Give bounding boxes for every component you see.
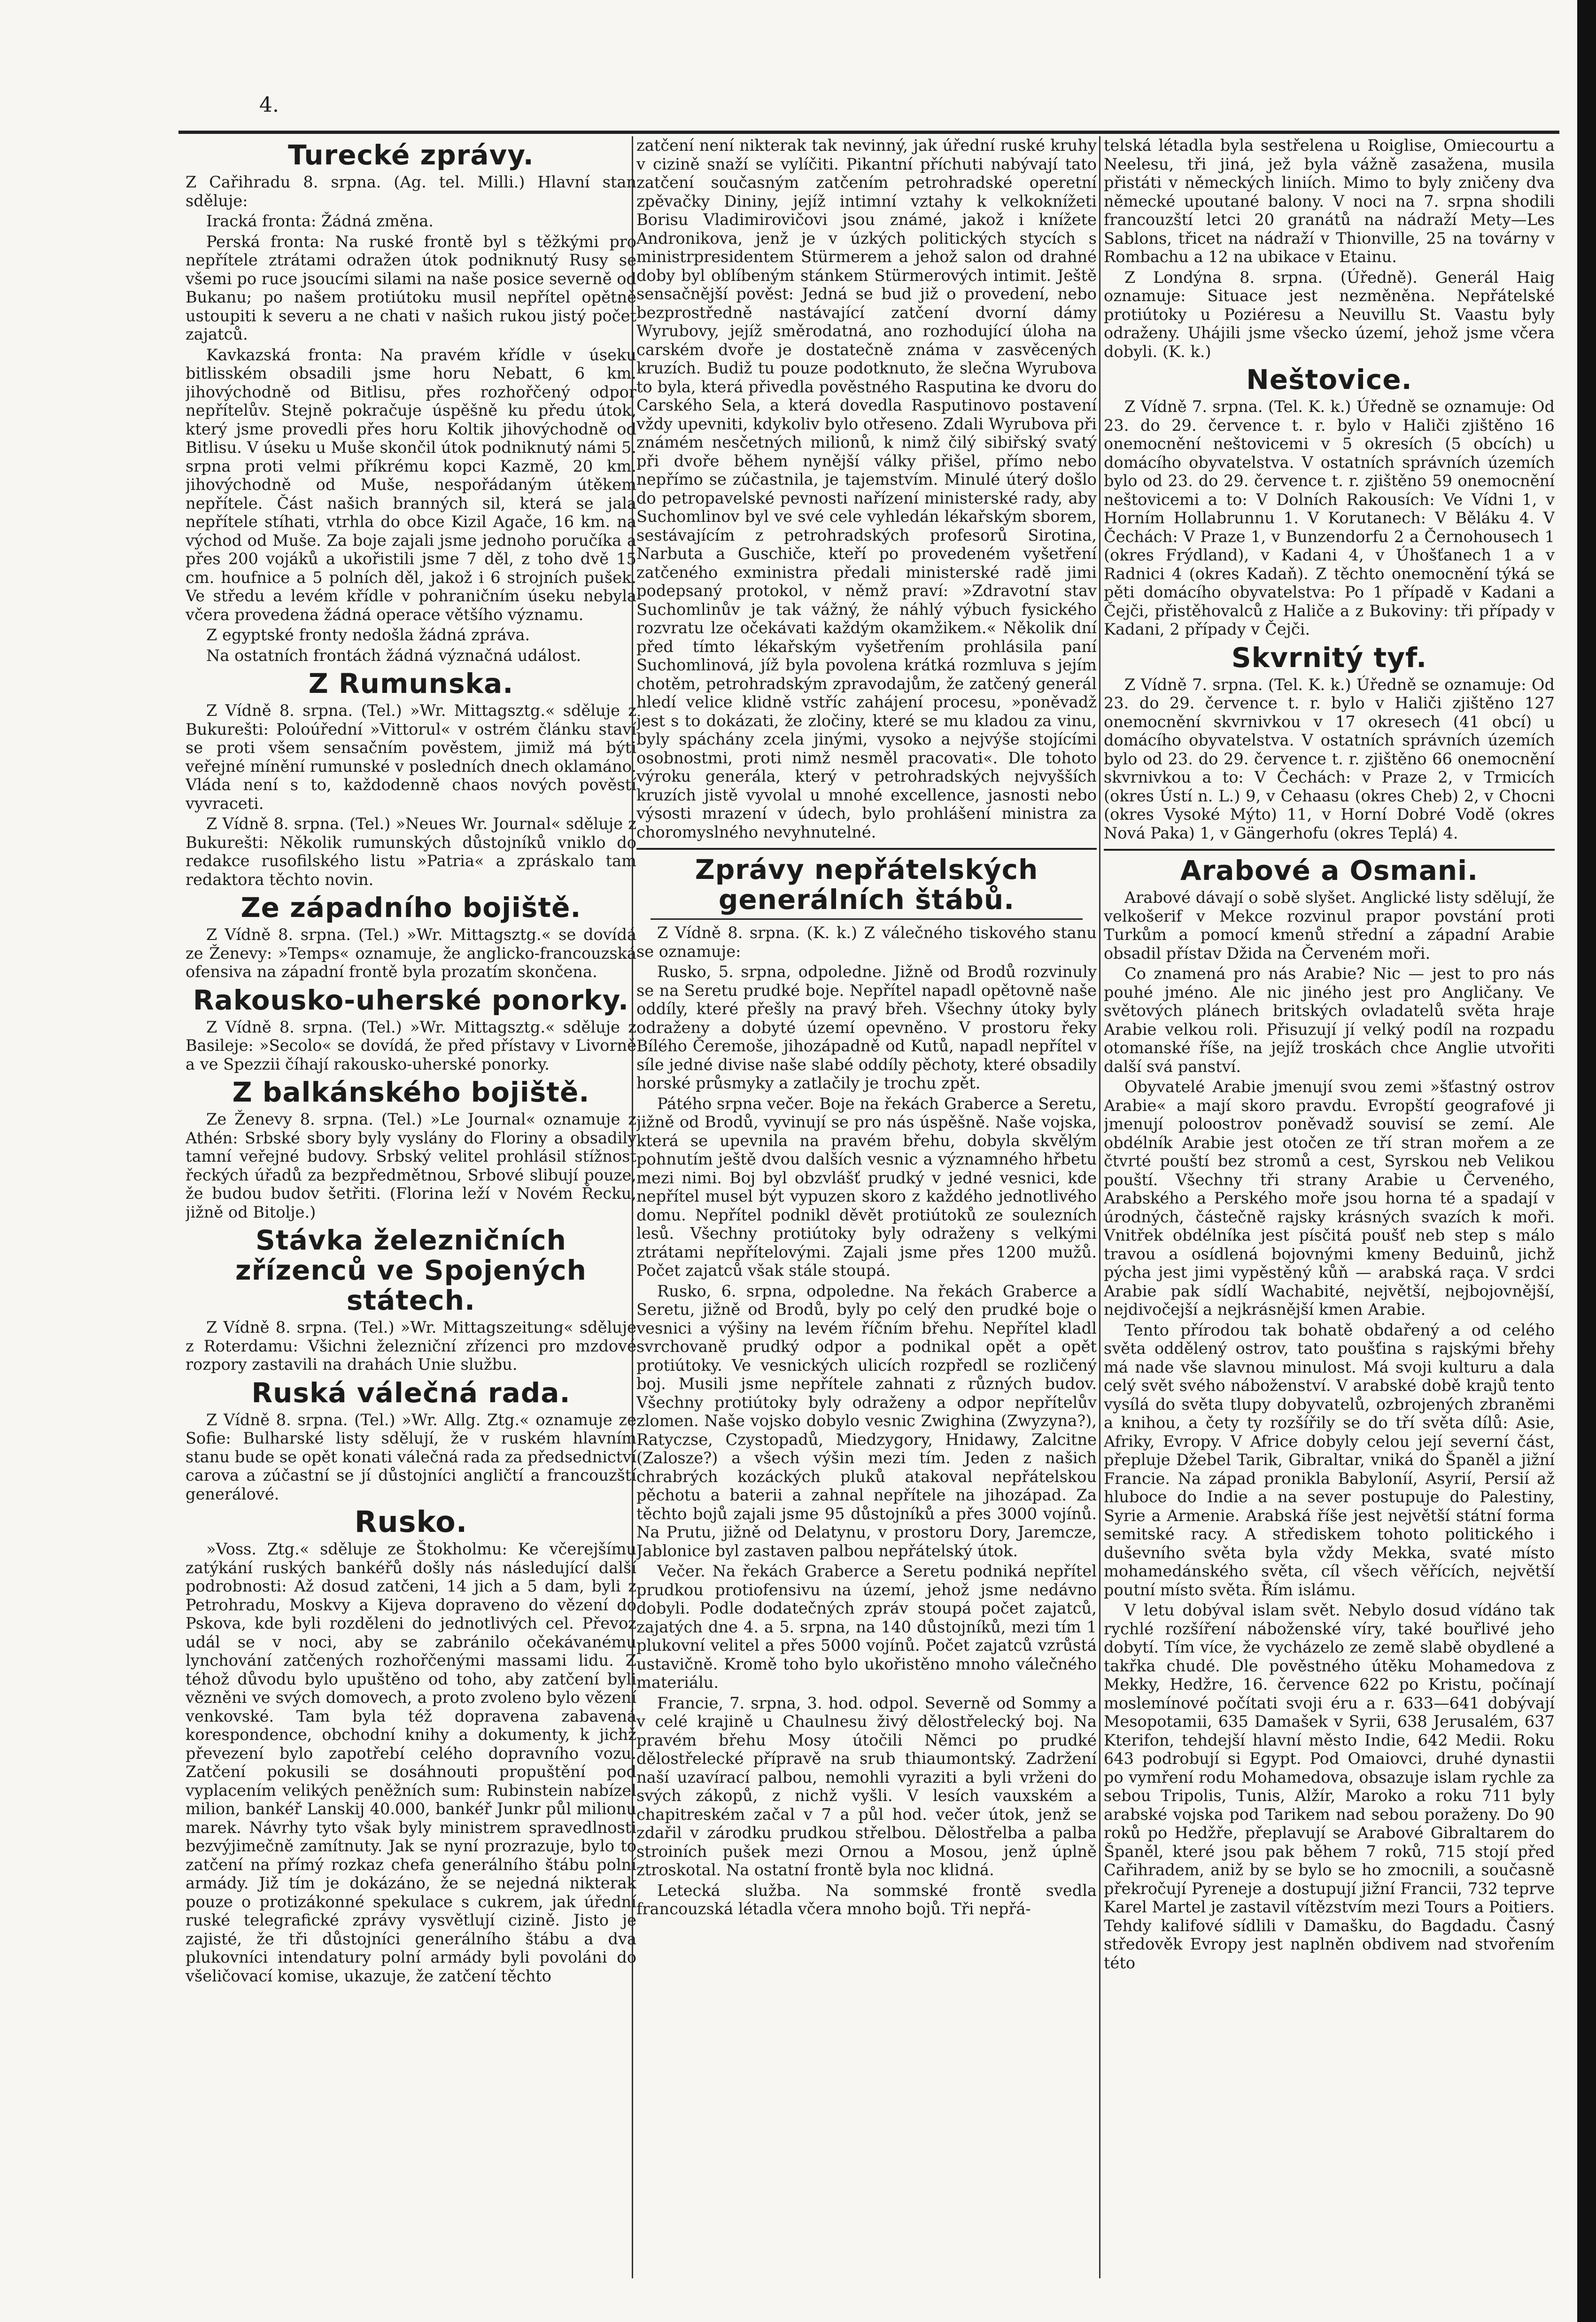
article-paragraph: »Voss. Ztg.« sděluje ze Štokholmu: Ke včerejšímu zatýkání ruských bankéřů došly nás následující další podrobnosti: Až dosud zatčeni, 14 jich a 5 dam, byli z Petrohradu, Moskvy a Kijeva dopraveno do vězení do Pskova, kde byli rozděleni do jednotlivých cel. Převoz udál se v noci, aby se zabránilo očekávanému lynchování zatčených rozhořčenými massami lidu. Z téhož důvodu bylo upuštěno od toho, aby zatčení byli vězněni ve svých domovech, a proto zvoleno bylo vězení venkovské. Tam byla též dopravena zabavená korespondence, obchodní knihy a dokumenty, k jichž převezení bylo zapotřebí celého dopravního vozu. Zatčení pokusili se dosáhnouti propuštění pod vyplacením velikých peněžních sum: Rubinstein nabízel milion, bankéř Lanskij 40.000, bankéř Junkr půl milionu marek. Návrhy tyto však byly ministrem spravedlnosti bezvýjimečně zamítnuty. Jak se nyní prozrazuje, bylo to zatčení na přímý rozkaz chefa generálního štábu polní armády. Již tím je dokázáno, že se nejedná nikterak pouze o protizákonné spekulace s cukrem, jak úřední ruské telegrafické zprávy vysvětlují cizině. Jisto je zajisté, že tři důstojníci generálního štábu a dva plukovníci intendatury polní armády byli povoláni do všeličovací komise, ukazuje, že zatčení těchto — [186, 1540, 636, 1985]
scan-edge — [1577, 0, 1596, 2322]
column-rule-2 — [1099, 136, 1100, 2278]
article-paragraph: Iracká fronta: Žádná změna. — [206, 212, 434, 230]
article-paragraph: Z Vídně 7. srpna. (Tel. K. k.) Úředně se oznamuje: Od 23. do 29. července t. r. bylo v Haliči zjištěno 16 onemocnění neštovicemi v 5 okresích (5 obcích) u domácího obyvatelstva. V ostatních správních územích bylo od 23. do 29. července t. r. zjištěno 59 onemocnění neštovicemi a to: V Dolních Rakousích: Ve Vídni 1, v Horním Hollabrunnu 1. V Korutanech: V Běláku 4. V Čechách: V Praze 1, v Bunzendorfu 2 a Černohousech 1 (okres Frýdland), v Kadani 4, v Úhošťanech 1 a v Radnici 4 (okres Kadaň). Z těchto onemocnění týká se pěti domácího obyvatelstva: Po 1 případě v Kadani a Čejči, přistěhovalců z Haliče a z Bukoviny: tři případy v Kadani, 2 případy v Čejči. — [1104, 397, 1555, 638]
article-paragraph: Z Vídně 8. srpna. (K. k.) Z válečného tiskového stanu se oznamuje: — [636, 924, 1097, 961]
headline-rusko: Rusko. — [354, 1505, 468, 1539]
article-paragraph: Rusko, 6. srpna, odpoledne. Na řekách Graberce a Seretu, jižně od Brodů, byly po celý den prudké boje o vesnici a výšiny na levém říčním břehu. Nepřítel kladl svrchovaně prudký odpor a podnikal opět a opět protiútoky. Ve vesnických ulicích rozpředl se rozličený boj. Musili jsme nepřítele zahnati z různých budov. Všechny protiútoky byly odraženy a odpor nepřítelův zlomen. Naše vojsko dobylo vesnic Zwighina (Zwyzyna?), Ratyczse, Czystopadů, Miedzygory, Hnidawy, Zalcitne (Zalosze?) a všech výšin mezi tím. Jeden z našich chrabrých kozáckých pluků atakoval nepřátelskou pěchotu a baterii a zahnal nepřítele na jihozápad. Za těchto bojů zajali jsme 95 důstojníků a přes 3000 vojínů. Na Prutu, jižně od Delatynu, v prostoru Dory, Jaremcze, Jablonice byl zastaven palbou nepřátelský útok. — [636, 1281, 1097, 1560]
article-paragraph: Rusko, 5. srpna, odpoledne. Jižně od Brodů rozvinuly se na Seretu prudké boje. Nepřítel napadl opětovně naše oddíly, které přešly na pravý břeh. Všechny útoky byly odraženy a dobyté území opevněno. V prostoru řeky Bílého Čeremoše, jihozápadně od Kutů, napadl nepřítel v síle jedné divise naše slabé oddíly pěchoty, které obsadily horské průsmyky a zatlačily je trochu zpět. — [636, 963, 1097, 1092]
article-paragraph: Z Londýna 8. srpna. (Úředně). Generál Haig oznamuje: Situace jest nezměněna. Nepřátelské protiútoky u Poziéresu a Neuvillu St. Vaastu byly odraženy. Uhájili jsme všecko území, jehož jsme včera dobyli. (K. k.) — [1104, 268, 1555, 361]
article-paragraph: Z Vídně 7. srpna. (Tel. K. k.) Úředně se oznamuje: Od 23. do 29. července t. r. bylo v Haliči zjištěno 127 onemocnění skvrnivkou v 17 okresech (41 obcí) u domácího obyvatelstva. V ostatních správních územích bylo od 23. do 29. července t. r. zjištěno 66 onemocnění skvrnivkou a to: V Čechách: v Praze 2, v Trmicích (okres Ústí n. L.) 9, v Cehaasu (okres Cheb) 2, v Chocni (okres Vysoké Mýto) 11, v Horní Dobré Vodě (okres Nová Paka) 1, v Gängerhofu (okres Teplá) 4. — [1104, 675, 1555, 842]
article-paragraph: Z Vídně 8. srpna. (Tel.) »Wr. Mittagsztg.« sděluje z Bukurešti: Poloúřední »Vittorul« v ostrém článku staví se proti všem sensačním pověstem, jimiž má býti veřejné mínění rumunské v posledních dnech oklamáno. Vláda není s to, každodenně chaos nových pověstí vyvraceti. — [186, 701, 636, 813]
article-paragraph: Z Cařihradu 8. srpna. (Ag. tel. Milli.) Hlavní stan sděluje: — [186, 173, 636, 210]
article-paragraph: telská létadla byla sestřelena u Roiglise, Omiecourtu a Neelesu, tři jiná, jež byla vážně zasažena, musila přistáti v německých liniích. Mimo to byly zničeny dva německé upoutané balony. V noci na 7. srpna shodili francouzští letci 20 granátů na nádraží Mety—Les Sablons, třicet na nádraží v Thionville, 25 na továrny v Rombachu a 12 na ubikace v Etainu. — [1104, 136, 1555, 266]
article-paragraph: Na ostatních frontách žádná význačná událost. — [206, 646, 581, 665]
headline-arabove-a-osmani: Arabové a Osmani. — [1180, 854, 1479, 886]
headline-ruska-valecna-rada: Ruská válečná rada. — [251, 1376, 571, 1409]
article-paragraph: Z Vídně 8. srpna. (Tel.) »Wr. Mittagsztg.« se dovídá ze Ženevy: »Temps« oznamuje, že anglicko-francouzská ofensiva na západní frontě byla prozatím skončena. — [186, 925, 636, 981]
headline-balkanske-bojiste: Z balkánského bojiště. — [232, 1076, 590, 1108]
section-divider — [636, 848, 1097, 850]
article-paragraph: Z Vídně 8. srpna. (Tel.) »Neues Wr. Journal« sděluje z Bukurešti: Několik rumunských důstojníků vniklo do redakce rusofilského listu »Patria« a zpráskalo tam redaktora těchto novin. — [186, 815, 636, 889]
article-paragraph: Z Vídně 8. srpna. (Tel.) »Wr. Mittagsztg.« sděluje z Basileje: »Secolo« se dovídá, že před přístavy v Livorně a ve Spezzii číhají rakousko-uherské ponorky. — [186, 1017, 636, 1073]
headline-ze-zapadniho-bojiste: Ze západního bojiště. — [240, 892, 581, 924]
headline-ponorky: Rakousko-uherské ponorky. — [193, 984, 629, 1016]
article-paragraph: Večer. Na řekách Graberce a Seretu podniká nepřítel prudkou protiofensivu na území, jehož jsme nedávno dobyli. Podle dodatečných zpráv stoupá počet zajatců, zajatých dne 4. a 5. srpna, na 140 důstojníků, mezi tím 1 plukovní velitel a přes 5000 vojínů. Počet zajatců vzrůstá ustavičně. Kromě toho bylo ukořistěno mnoho válečného materiálu. — [636, 1562, 1097, 1692]
headline-nestovice: Neštovice. — [1246, 364, 1412, 396]
article-paragraph: Perská fronta: Na ruské frontě byl s těžkými pro nepřítele ztrátami odražen útok podniknutý Rusy se všemi po ruce jsoucími silami na naše posice severně od Bukanu; po našem protiútoku musil nepřítel opětně ustoupiti k severu a ne chati v našich rukou jistý počet zajatců. — [186, 232, 636, 343]
header-rule — [178, 131, 1559, 134]
article-paragraph: Letecká služba. Na sommské frontě svedla francouzská létadla včera mnoho bojů. Tři nepřá- — [636, 1881, 1097, 1918]
headline-zpravy-nepratelskych-stabu: Zprávy nepřátelských generálních štábů. — [695, 854, 1038, 916]
headline-divider — [651, 918, 1083, 920]
headline-stavka: Stávka železničních zřízenců ve Spojených státech. — [235, 1224, 587, 1316]
article-paragraph: Francie, 7. srpna, 3. hod. odpol. Severně od Sommy a v celé krajině u Chaulnesu živý dělostřelecký boj. Na pravém břehu Mosy útočili Němci po prudké dělostřelecké přípravě na srub thiaumontský. Zadržení naší uzavírací palbou, nemohli vyraziti a byli vrženi do svých zákopů, z nichž vyšli. V lesích vauxském a chapitreském začal v 7 a půl hod. večer útok, jenž se zdařil v zárodku prudkou střelbou. Dělostřelba a palba stroiních pušek mezi Ornou a Mosou, jenž úplně ztroskotal. Na ostatní frontě byla noc klidná. — [636, 1693, 1097, 1879]
article-paragraph: Arabové dávají o sobě slyšet. Anglické listy sdělují, že velkošerif v Mekce rozvinul prapor povstání proti Turkům a pomocí kmenů střední a západní Arabie obsadil přístav Džida na Červeném moři. — [1104, 888, 1555, 963]
article-paragraph: Pátého srpna večer. Boje na řekách Graberce a Seretu, jižně od Brodů, vyvinují se pro nás úspěšně. Naše vojska, která se upevnila na pravém břehu, dobyla skvělým pohnutím ještě dvou dalších vesnic a významného hřbetu mezi nimi. Boj byl obzvlášť prudký v jedné vesnici, kde nepřítel musel být vypuzen skoro z každého jednotlivého domu. Nepřítel podnikl děvět protiútoků ze soulezních lesů. Všechny protiútoky byly odraženy s velkými ztrátami nepřítelovými. Zajali jsme přes 1200 mužů. Počet zajatců však stále stoupá. — [636, 1094, 1097, 1280]
headline-skvrnity-tyf: Skvrnitý tyf. — [1231, 641, 1427, 674]
column-2 — [636, 136, 1097, 2278]
column-1 — [186, 136, 636, 2278]
page-number: 4. — [259, 93, 279, 117]
article-paragraph: Z Vídně 8. srpna. (Tel.) »Wr. Mittagszeitung« sděluje z Roterdamu: Všichni železniční zřízenci pro mzdové rozpory zastavili na drahách Unie službu. — [186, 1318, 636, 1374]
article-paragraph: Z egyptské fronty nedošla žádná zpráva. — [206, 626, 530, 644]
article-paragraph: Co znamená pro nás Arabie? Nic — jest to pro nás pouhé jméno. Ale nic jiného jest pro Angličany. Ve světových plánech britských ovladatelů světa hraje Arabie velkou roli. Přisuzují jí velký podíl na rozpadu otomanské říše, na jejíž troskách chce Anglie utvořiti další svá panství. — [1104, 964, 1555, 1076]
article-paragraph: Kavkazská fronta: Na pravém křídle v úseku bitlisském obsadili jsme horu Nebatt, 6 km. jihovýchodně od Bitlisu, přes rozhořčený odpor nepřítelův. Stejně pokračuje úspěšně ku předu útok, který jsme provedli přes horu Koltik jihovýchodně od Bitlisu. V úseku u Muše skončil útok podniknutý námi 5. srpna proti velmi příkrému kopci Kazmě, 20 km. jihovýchodně od Muše, nespořádaným útěkem nepřítele. Část našich branných sil, která se jala nepřítele stíhati, vtrhla do obce Kizil Agače, 16 km. na východ od Muše. Za boje zajali jsme jednoho poručíka a přes 200 vojáků a ukořistili jsme 7 děl, z toho dvě 15 cm. houfnice a 5 polních děl, jakož i 6 strojních pušek. Ve středu a levém křídle v pohraničním úseku nebyla včera provedena žádná operace většího významu. — [186, 345, 636, 624]
article-paragraph: zatčení není nikterak tak nevinný, jak úřední ruské kruhy v cizině snaží se vylíčiti. Pikantní příchuti nabývají tato zatčení současným zatčením petrohradské operetní zpěvačky Dininy, jejíž intimní vztahy k velkoknížeti Borisu Vladimirovičovi jsou známé, jakož i knížete Andronikova, jenž je v úzkých politických stycích s ministrpresidentem Stürmerem a jehož salon od drahné doby byl oblíbeným stánkem Stürmerových intimit. Ještě sensačnější pověst: Jedná se bud již o provedení, nebo bezprostředně nastávající zatčení dvorní dámy Wyrubovy, jejíž směrodatná, ano rozhodující úloha na carském dvoře je dostatečně známa v zasvěcených kruzích. Budiž tu pouze podotknuto, že slečna Wyrubova to byla, která přivedla pověstného Rasputina ke dvoru do Carského Sela, a která dovedla Rasputinovo postavení vždy upevniti, kdykoliv bylo otřeseno. Zdali Wyrubova při známém nesčetných milionů, k nimž čilý sibiřský svatý při dvoře během nynější války přišel, přímo nebo nepřímo se zúčastnila, je tajemstvím. Minulé úterý došlo do petropavelské pevnosti nařízení ministerské rady, aby Suchomlinov byl ve své cele vyhledán lékařským sborem, sestávajícím z petrohradských profesorů Sirotina, Narbuta a Guschiče, kteří po provedeném vyšetření zatčeného exministra předali ministerské radě jimi podepsaný protokol, v němž praví: »Zdravotní stav Suchomlinův je tak vážný, že náhlý výbuch fysického rozvratu lze očekávati každým okamžikem.« Několik dní před tímto lékařským vyšetřením prohlásila paní Suchomlinová, jíž byla povolena krátká rozmluva s jejím chotěm, petrohradským zpravodajům, že zatčený generál hledí velice klidně vstříc zahájení procesu, »poněvadž jest s to dokázati, že zločiny, které se mu kladou za vinu, byly spáchány zcela jinými, vysoko a nejvýše stojícími osobnostmi, proti nimž nesměl pracovati«. Dle tohoto výroku generála, který v petrohradských nejvyšších kruzích jistě vyvolal u mnohé excellence, jasnosti nebo výsosti mrazení v údech, bylo prohlášení ministra za choromyslného nevyhnutelné. — [636, 136, 1097, 841]
section-divider — [1104, 849, 1555, 851]
headline-z-rumunska: Z Rumunska. — [308, 668, 514, 699]
article-paragraph: Tento přírodou tak bohatě obdařený a od celého světa oddělený ostrov, tato poušťina s rajskými břehy má nade vše slavnou minulost. Má svoji kulturu a dala celý svět svého náboženství. V arabské době krajů tento vysílá do světa tlupy dobyvatelů, ozbrojených zbraněmi a knihou, a čety ty rozšířily se do tří světa dílů: Asie, Afriky, Evropy. V Africe dobyly celou její severní část, přepluje Džebel Tarik, Gibraltar, vniká do Španěl a jižní Francie. Na západ pronikla Babyloníí, Asyrií, Persií až hluboce do Indie a na sever postupuje do Palestiny, Syrie a Armenie. Arabská říše jest největší státní forma semitské racy. A střediskem tohoto politického i duševního světa byla vždy Mekka, svaté místo mohamedánského světa, cíl všech věřících, největší poutní místo světa. Řím islámu. — [1104, 1320, 1555, 1599]
column-3 — [1104, 136, 1555, 2278]
article-paragraph: Z Vídně 8. srpna. (Tel.) »Wr. Allg. Ztg.« oznamuje ze Sofie: Bulharské listy sdělují, že v ruském hlavním stanu bude se opět konati válečná rada za předsednictví carova a zúčastní se jí důstojníci angličtí a francouzští generálové. — [186, 1410, 636, 1503]
headline-turecke-zpravy: Turecké zprávy. — [288, 139, 534, 171]
article-paragraph: Obyvatelé Arabie jmenují svou zemi »šťastný ostrov Arabie« a mají skoro pravdu. Evropští geografové ji jmenují poloostrov poněvadž souvisí se zemí. Ale obdélník Arabie jest otočen ze tří stran mořem a ze čtvrté pouští bez stromů a cest, Syrskou neb Velikou pouští. Všechny tři strany Arabie u Červeného, Arabského a Perského moře jsou horna té a spadají v úrodných, částečně rajsky krásných svazích k moři. Vnitřek obdélníka jest písčitá poušť neb step s málo travou a osídlená bojovnými kmeny Beduinů, jichž pýcha jest jimi vypěstěný kůň — arabská raça. V srdci Arabie pak sídlí Wachabité, největší, nejbojovnější, nejdivočejší a nejkrásnější kmen Arabie. — [1104, 1078, 1555, 1319]
article-paragraph: Ze Ženevy 8. srpna. (Tel.) »Le Journal« oznamuje z Athén: Srbské sbory byly vyslány do Floriny a obsadily tamní veřejné budovy. Srbský velitel prohlásil stížnost řeckých úřadů za bezpředmětnou, Srbové slibují pouze, že budou budov šetřiti. (Florina leží v Novém Řecku, jižně od Bitolje.) — [186, 1110, 636, 1221]
article-paragraph: V letu dobýval islam svět. Nebylo dosud vídáno tak rychlé rozšíření náboženské víry, také bouřlivé jeho dobytí. Tím více, že vycházelo ze země slabě obydlené a takřka chudé. Dle pověstného útěku Mohamedova z Mekky, Hedžre, 16. července 622 po Kristu, počínají moslemínové počítati svoji éru a r. 633—641 dobývají Mesopotamii, 635 Damašek v Syrii, 638 Jerusalém, 637 Kterifon, tehdejší hlavní město Indie, 642 Medii. Roku 643 podrobují si Egypt. Pod Omaiovci, druhé dynastii po vymření rodu Mohamedova, obsazuje islam rychle za sebou Tripolis, Tunis, Alžír, Maroko a roku 711 byly arabské vojska pod Tarikem nad sebou poraženy. Do 90 roků po Hedžře, přeplavují se Arabové Gibraltarem do Španěl, které jsou pak během 7 roků, 715 stojí před Cařihradem, aniž by se bylo se ho zmocnili, a současně překročují Pyreneje a dostupují jižní Francii, 732 teprve Karel Martel je zastavil vítězstvím mezi Tours a Poitiers. Tehdy kalifové sídlili v Damašku, do Bagdadu. Časný středověk Evropy jest naplněn obdivem nad stvořením této — [1104, 1601, 1555, 1972]
